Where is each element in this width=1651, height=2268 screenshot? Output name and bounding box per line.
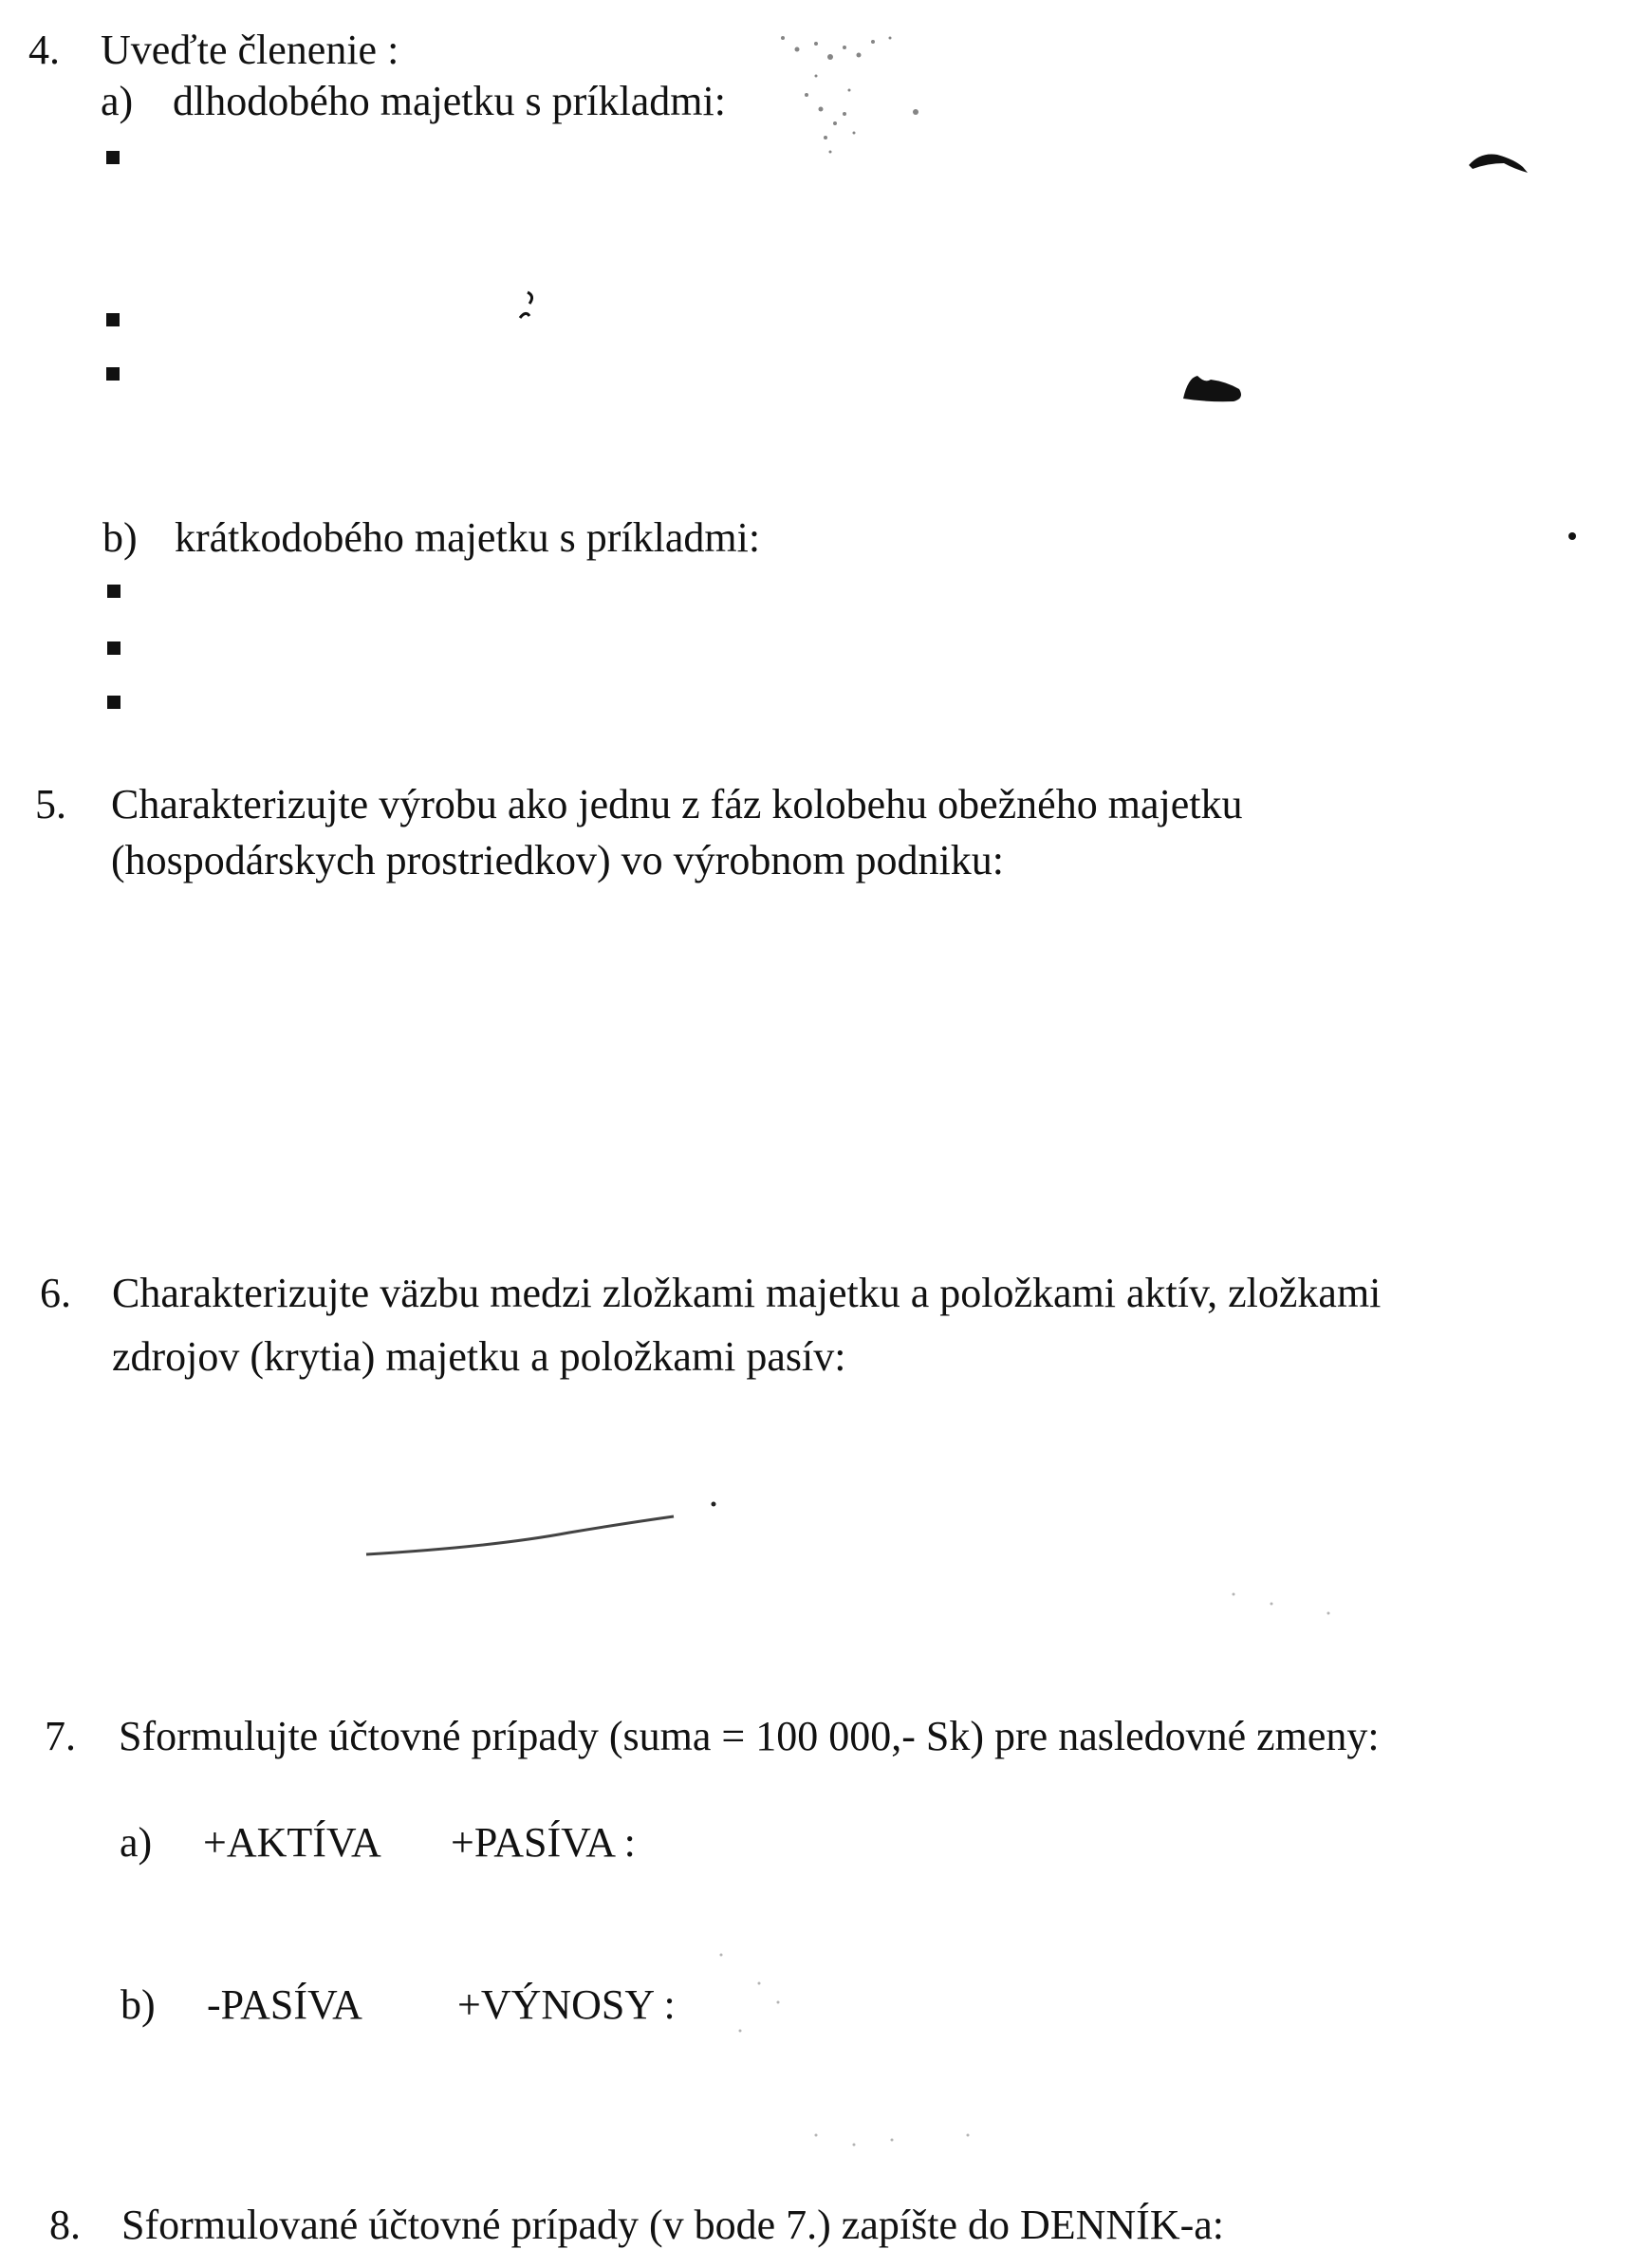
ink-dot [1568,532,1576,540]
ink-blob [1469,154,1528,173]
question-text: Uveďte členenie : [101,27,399,73]
subitem-label: b) [102,514,138,561]
question-number: 8. [49,2202,81,2248]
question-text-line-1: Charakterizujte výrobu ako jednu z fáz kolobehu obežného majetku [111,781,1243,827]
subitem-second-term: +VÝNOSY : [457,1981,676,2028]
question-text: Sformulované účtovné prípady (v bode 7.) zapíšte do DENNÍK-a: [121,2202,1225,2248]
question-text: Sformulujte účtovné prípady (suma = 100 000,- Sk) pre nasledovné zmeny: [119,1713,1380,1759]
question-text-line-2: zdrojov (krytia) majetku a položkami pasív: [112,1333,846,1380]
ink-dot [712,1502,716,1507]
question-text-line-1: Charakterizujte väzbu medzi zložkami majetku a položkami aktív, zložkami [112,1270,1382,1316]
subitem-label: b) [121,1981,156,2028]
question-number: 5. [35,781,66,827]
toner-speckle [720,1593,1330,2147]
question-number: 4. [28,27,60,73]
subitem-first-term: -PASÍVA [207,1981,362,2028]
subitem-label: a) [101,78,134,124]
subitem-first-term: +AKTÍVA [203,1819,381,1866]
subitem-second-term: +PASÍVA : [451,1819,636,1866]
toner-smudge [781,36,918,154]
ink-mark [520,292,532,318]
subitem-text: dlhodobého majetku s príkladmi: [173,78,726,124]
question-number: 6. [40,1270,71,1316]
question-text-line-2: (hospodárskych prostriedkov) vo výrobnom podniku: [111,837,1004,883]
pen-stroke [366,1516,674,1554]
subitem-text: krátkodobého majetku s príkladmi: [175,514,761,561]
ink-blob [1183,376,1241,401]
question-number: 7. [45,1713,76,1759]
subitem-label: a) [120,1819,153,1866]
